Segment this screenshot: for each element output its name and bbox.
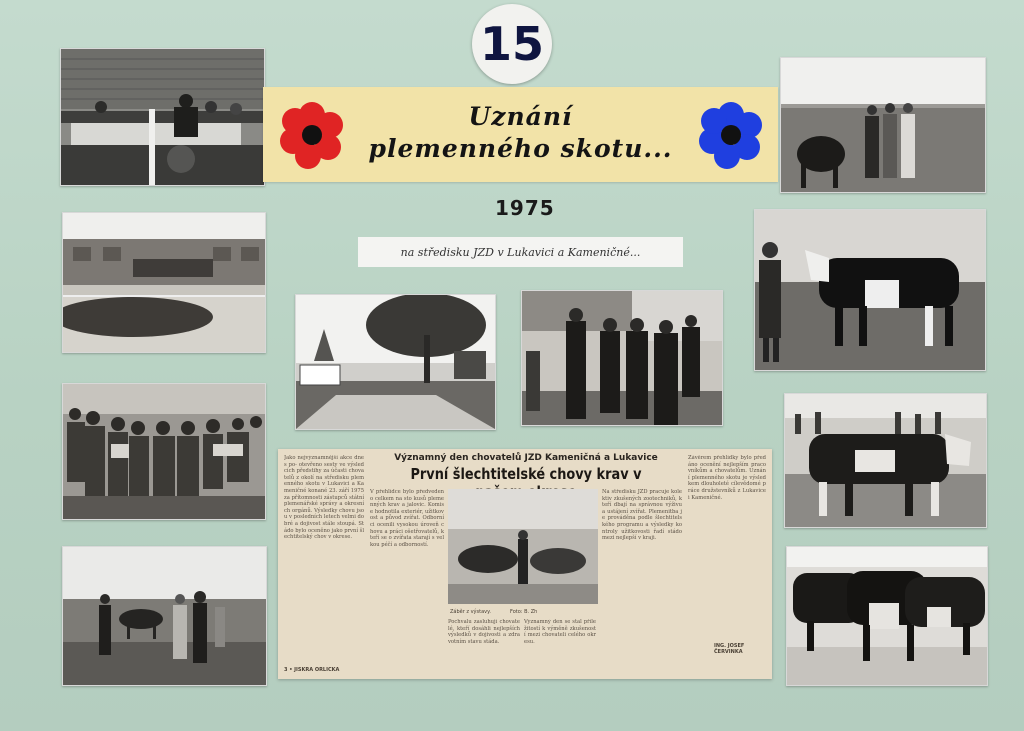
poster-year: 1975 xyxy=(495,196,555,220)
clipping-column-2: V přehlídce bylo předvedeno celkem na sto kusů plemenných krav a jalovic. Komise hodnotila exteriér, užitkovost a původ zvířat. Odborníci ocenili vysokou úroveň chovu a práci ošetřovatelů, kteří se o zvířata starají s velkou péčí a odborností. xyxy=(370,489,444,548)
photo-pond-and-tree xyxy=(295,294,496,430)
clipping-photo-caption: Záběr z výstavy. Foto: B. Zh xyxy=(450,609,538,615)
clipping-column-6: Závěrem přehlídky bylo předáno ocenění nejlepším pracovníkům a chovatelům. Uznání plemenného skotu je výsledkem dlouholeté cílevědomé práce družstevníků z Lukavice i Kameničné. xyxy=(688,455,766,501)
clipping-photo xyxy=(448,489,598,604)
poster-number-badge: 15 xyxy=(472,4,552,84)
clipping-footer: 3 • JISKRA ORLICKA xyxy=(284,667,340,673)
location-label: na středisku JZD v Lukavici a Kameničné... xyxy=(358,237,683,267)
title-line-1: Uznání xyxy=(468,102,573,131)
clipping-column-3: Pochvalu zasluhují chovatelé, kteří dosáhli nejlepších výsledků v dojivosti a zdravotním stavu stáda. xyxy=(448,619,520,645)
photo-herd-of-cows xyxy=(786,546,988,686)
photo-tribune-officials xyxy=(60,48,265,186)
photo-cow-presentation xyxy=(784,393,987,528)
clipping-headline: První šlechtitelské chovy krav v xyxy=(410,465,642,483)
red-flower-icon xyxy=(278,101,346,169)
photo-cow-and-man-field xyxy=(780,57,986,193)
clipping-author: ING. JOSEF ČERVINKA xyxy=(714,643,745,655)
photo-farm-building-grandstand xyxy=(62,212,266,353)
clipping-column-5: Na středisku JZD pracuje kolektiv zkušených zootechniků, kteří dbají na správnou výživu a ustájení zvířat. Plemenitba je prováděna podle šlechtitelského programu a výsledky kontroly užitkovosti řadí stádo mezi nejlepší v kraji. xyxy=(602,489,682,542)
clipping-column-4: Významný den se stal příležitostí k výměně zkušeností mezi chovateli celého okresu. xyxy=(524,619,596,645)
newspaper-clipping xyxy=(278,449,772,679)
poster-title xyxy=(353,101,688,165)
photo-men-with-cows-field xyxy=(62,546,267,686)
photo-group-of-men xyxy=(521,290,723,426)
clipping-kicker: Významný den chovatelů JZD Kameničná a Lukavice xyxy=(394,453,658,463)
title-banner xyxy=(263,87,778,182)
photo-man-leading-bull xyxy=(754,209,986,371)
blue-flower-icon xyxy=(697,101,765,169)
clipping-column-1: Jako nejvýznamnější akce dnes po- otevřeno sesty ve výsledcích předstihy za účasti chovatelů z okolí na středisku plemenného skotu v Lukavici a Kameničné konané 23. září 1975 za přítomnosti zástupců státní plemenářské správy a okresních orgánů. Výsledky chovu jsou v posledních letech velmi dobré a dojivost stále stoupá. Stádo bylo oceněno jako první šlechtitelský chov v okrese. xyxy=(284,455,364,541)
title-line-2: plemenného skotu... xyxy=(368,134,673,163)
photo-spectators-on-benches xyxy=(62,383,266,520)
